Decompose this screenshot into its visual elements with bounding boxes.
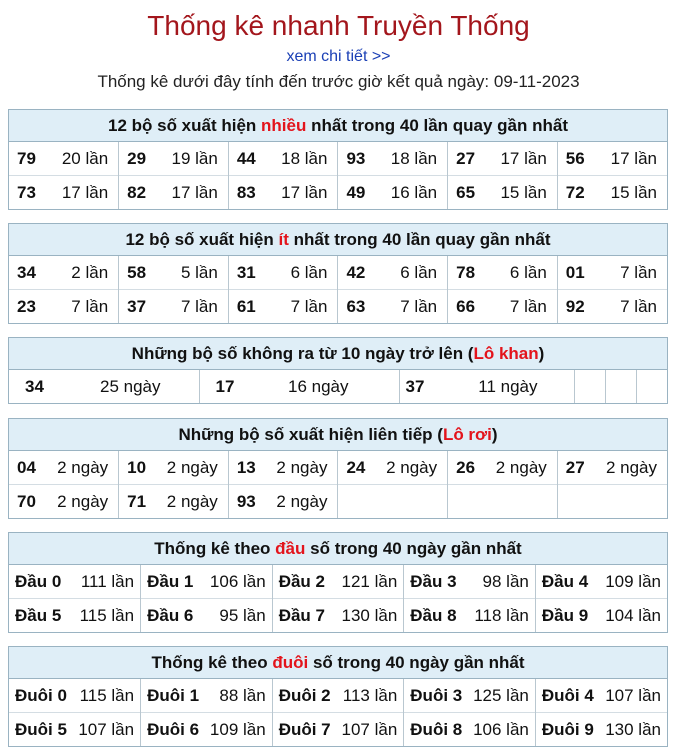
empty-cell	[338, 485, 448, 519]
empty-cell	[448, 485, 558, 519]
stat-cell: Đầu 1 106 lần	[147, 571, 266, 591]
stat-cell: Đuôi 5 107 lần	[15, 719, 135, 739]
section-header: Thống kê theo đuôi số trong 40 ngày gần nhất	[9, 647, 667, 679]
least-frequent-table	[9, 256, 667, 323]
stat-cell: Đầu 8 118 lần	[410, 605, 529, 625]
stat-cell: 04 2 ngày	[17, 457, 109, 477]
lo-khan-section	[8, 337, 668, 404]
stat-cell: 93 18 lần	[346, 148, 438, 168]
stat-cell: 82 17 lần	[127, 182, 218, 202]
stat-cell: 66 7 lần	[456, 296, 547, 316]
empty-cell	[636, 370, 667, 403]
stat-cell: 71 2 ngày	[127, 491, 218, 511]
stat-cell: Đuôi 1 88 lần	[147, 685, 266, 705]
most-frequent-table	[9, 142, 667, 209]
section-header: 12 bộ số xuất hiện ít nhất trong 40 lần quay gần nhất	[9, 224, 667, 256]
stat-cell: Đuôi 7 107 lần	[278, 719, 398, 739]
page-title: Thống kê nhanh Truyền Thống	[147, 10, 530, 41]
stat-cell: 31 6 lần	[236, 262, 328, 282]
stat-cell: 58 5 lần	[127, 262, 218, 282]
empty-cell	[574, 370, 605, 403]
lo-khan-table	[9, 370, 667, 403]
stat-cell: 13 2 ngày	[236, 457, 328, 477]
stat-cell: 73 17 lần	[17, 182, 109, 202]
empty-cell	[557, 485, 667, 519]
stat-cell: 10 2 ngày	[127, 457, 218, 477]
stat-cell: 26 2 ngày	[456, 457, 547, 477]
stat-cell: 61 7 lần	[236, 296, 328, 316]
lo-roi-table	[9, 451, 667, 518]
stat-cell: Đuôi 9 130 lần	[541, 719, 661, 739]
stat-cell: 44 18 lần	[236, 148, 328, 168]
stat-cell: 78 6 lần	[456, 262, 547, 282]
stat-cell: 56 17 lần	[565, 148, 657, 168]
stat-cell: Đuôi 8 106 lần	[410, 719, 529, 739]
stat-cell: Đầu 7 130 lần	[278, 605, 398, 625]
stat-cell: 17 16 ngày	[215, 376, 349, 396]
stat-cell: Đuôi 3 125 lần	[410, 685, 529, 705]
stat-cell: Đuôi 6 109 lần	[147, 719, 266, 739]
stat-cell: Đuôi 4 107 lần	[541, 685, 661, 705]
stat-cell: 34 2 lần	[17, 262, 109, 282]
stat-cell: 27 17 lần	[456, 148, 547, 168]
stat-cell: 63 7 lần	[346, 296, 438, 316]
stat-cell: 34 25 ngày	[25, 376, 161, 396]
stat-cell: Đầu 9 104 lần	[541, 605, 661, 625]
stat-cell: 65 15 lần	[456, 182, 547, 202]
section-header: 12 bộ số xuất hiện nhiều nhất trong 40 lần quay gần nhất	[9, 110, 667, 142]
stat-cell: Đầu 0 111 lần	[15, 571, 135, 591]
section-header: Những bộ số xuất hiện liên tiếp (Lô rơi)	[9, 419, 667, 451]
duoi-section	[8, 646, 668, 747]
stat-cell: Đầu 3 98 lần	[410, 571, 529, 591]
section-header: Những bộ số không ra từ 10 ngày trở lên (Lô khan)	[9, 338, 667, 370]
least-frequent-section	[8, 223, 668, 324]
stat-cell: Đầu 2 121 lần	[278, 571, 398, 591]
stat-cell: Đầu 4 109 lần	[541, 571, 661, 591]
stat-cell: 23 7 lần	[17, 296, 109, 316]
date-note: Thống kê dưới đây tính đến trước giờ kết quả ngày: 09-11-2023	[97, 72, 580, 91]
stat-cell: 70 2 ngày	[17, 491, 109, 511]
stat-cell: 72 15 lần	[565, 182, 657, 202]
stat-cell: 83 17 lần	[236, 182, 328, 202]
stat-cell: Đuôi 0 115 lần	[15, 685, 135, 705]
lo-roi-section	[8, 418, 668, 519]
stat-cell: Đuôi 2 113 lần	[278, 685, 398, 705]
stat-cell: 01 7 lần	[565, 262, 657, 282]
stat-cell: Đầu 6 95 lần	[147, 605, 266, 625]
stat-cell: 49 16 lần	[346, 182, 438, 202]
empty-cell	[605, 370, 636, 403]
stat-cell: 37 7 lần	[127, 296, 218, 316]
stat-cell: 92 7 lần	[565, 296, 657, 316]
duoi-table	[9, 679, 667, 746]
dau-section	[8, 532, 668, 633]
stat-cell: 27 2 ngày	[565, 457, 657, 477]
stat-cell: 37 11 ngày	[405, 376, 538, 396]
section-header: Thống kê theo đầu số trong 40 ngày gần nhất	[9, 533, 667, 565]
stat-cell: Đầu 5 115 lần	[15, 605, 135, 625]
stat-cell: 24 2 ngày	[346, 457, 438, 477]
stat-cell: 42 6 lần	[346, 262, 438, 282]
detail-link[interactable]: xem chi tiết >>	[286, 48, 391, 65]
stat-cell: 29 19 lần	[127, 148, 218, 168]
dau-table	[9, 565, 667, 632]
stat-cell: 79 20 lần	[17, 148, 109, 168]
stat-cell: 93 2 ngày	[236, 491, 328, 511]
most-frequent-section	[8, 109, 668, 210]
